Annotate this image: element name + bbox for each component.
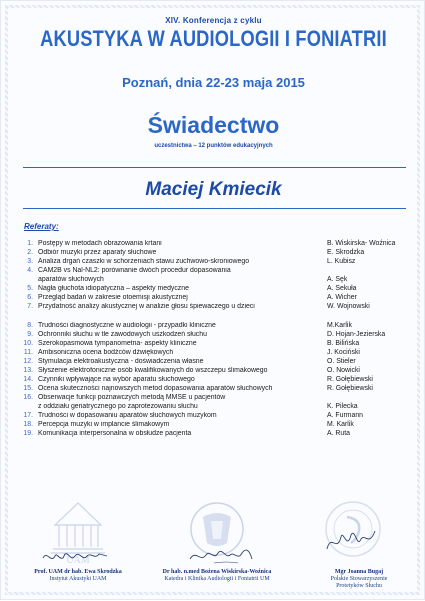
certificate-subtitle: uczestnictwa – 12 punktów edukacyjnych xyxy=(154,143,273,149)
lecture-title: Nagła głuchota idiopatyczna – aspekty medyczne xyxy=(38,285,189,292)
lecture-row xyxy=(17,349,417,358)
lecture-title: Przydatność analizy akustycznej w analizie głosu śpiewaczego u dzieci xyxy=(38,303,255,310)
lecture-number: 3. xyxy=(27,258,33,265)
lecture-row xyxy=(17,412,417,421)
lecture-list xyxy=(17,240,417,439)
lecture-author: B. Bilińska xyxy=(327,340,360,347)
lecture-title: Czynniki wpływające na wybór aparatu słuchowego xyxy=(38,376,195,383)
signatory-2-name: Dr hab. n.med Bożena Wiskirska-Woźnica xyxy=(162,569,272,575)
signatory-2-role: Katedra i Klinika Audiologii i Foniatrii UM xyxy=(164,576,270,582)
lecture-author: A. Furmann xyxy=(327,412,363,419)
lecture-number: 4. xyxy=(27,267,33,274)
lecture-author: A. Sęk xyxy=(327,276,348,283)
lecture-row xyxy=(17,403,417,412)
lecture-title: z oddziału geriatrycznego po zaprotezowaniu słuchu xyxy=(38,403,198,410)
lecture-row xyxy=(17,340,417,349)
lecture-number: 18. xyxy=(23,421,33,428)
lecture-number: 14. xyxy=(23,376,33,383)
lecture-title: Percepcja muzyki w implancie ślimakowym xyxy=(38,421,170,428)
lecture-author: D. Hojan-Jezierska xyxy=(327,331,386,338)
signatory-3 xyxy=(319,569,399,590)
lecture-number: 2. xyxy=(27,249,33,256)
lecture-row xyxy=(17,421,417,430)
signatory-2 xyxy=(137,569,297,583)
lecture-author: M. Karlik xyxy=(327,421,354,428)
lecture-number: 17. xyxy=(23,412,33,419)
lecture-row xyxy=(17,331,417,340)
lecture-number: 5. xyxy=(27,285,33,292)
lecture-row xyxy=(17,385,417,394)
lecture-title: Trudności w dopasowaniu aparatów słuchowych muzykom xyxy=(38,412,217,419)
lecture-number: 19. xyxy=(23,430,33,437)
lecture-author: J. Kociński xyxy=(327,349,360,356)
lecture-title: Komunikacja interpersonalna w obsłudze pacjenta xyxy=(38,430,192,437)
lecture-author: A. Wicher xyxy=(327,294,357,301)
lecture-number: 1. xyxy=(27,240,33,247)
lecture-author: L. Kubisz xyxy=(327,258,356,265)
lecture-title: Szerokopasmowa tympanometria- aspekty kliniczne xyxy=(38,340,197,347)
lecture-number: 6. xyxy=(27,294,33,301)
lecture-author: O. Stieler xyxy=(327,358,356,365)
lecture-title: Stymulacja elektroakustyczna - doświadczenia własne xyxy=(38,358,204,365)
signatory-1-role: Instytut Akustyki UAM xyxy=(49,576,107,582)
divider-top xyxy=(23,167,406,168)
lecture-author: B. Wiskirska- Woźnica xyxy=(327,240,396,247)
lecture-row xyxy=(17,367,417,376)
lecture-author: M.Karlik xyxy=(327,322,352,329)
lecture-title: Ochronniki słuchu w tle zawodowych uszkodzeń słuchu xyxy=(38,331,207,338)
conference-label: XIV. Konferencja z cyklu xyxy=(165,16,262,25)
lecture-row xyxy=(17,322,417,331)
signatory-3-name: Mgr Joanna Bugaj xyxy=(334,569,384,575)
signatory-1 xyxy=(3,569,153,583)
divider-bottom xyxy=(23,208,406,209)
lecture-title: Ambisoniczna ocena bodźców dźwiękowych xyxy=(38,349,174,356)
lecture-author: K. Pilecka xyxy=(327,403,358,410)
signature-skrodzka-icon xyxy=(41,546,111,568)
lecture-number: 7. xyxy=(27,303,33,310)
conference-title: AKUSTYKA W AUDIOLOGII I FONIATRII xyxy=(40,26,387,51)
lecture-title: Obserwacje funkcji poznawczych metodą MMSE u pacjentów xyxy=(38,394,226,401)
lecture-number: 13. xyxy=(23,367,33,374)
lecture-row xyxy=(17,276,417,285)
lecture-row xyxy=(17,249,417,258)
lecture-row xyxy=(17,258,417,267)
lecture-number: 10. xyxy=(23,340,33,347)
lecture-row xyxy=(17,394,417,403)
lecture-row xyxy=(17,430,417,439)
uam-logo-text: UAM xyxy=(66,555,90,566)
lecture-author: O. Nowicki xyxy=(327,367,360,374)
signature-wiskirska-icon xyxy=(186,541,256,567)
lecture-row xyxy=(17,267,417,276)
lecture-title: CAM2B vs Nal-NL2: porównanie dwóch procedur dopasowania xyxy=(38,267,231,274)
lecture-row xyxy=(17,240,417,249)
certificate-title: Świadectwo xyxy=(147,112,280,138)
signatures-area xyxy=(1,481,425,601)
place-date: Poznań, dnia 22-23 maja 2015 xyxy=(122,75,305,90)
lecture-number: 15. xyxy=(23,385,33,392)
lecture-author: A. Ruta xyxy=(327,430,350,437)
lecture-number: 16. xyxy=(23,394,33,401)
lecture-title: Odbiór muzyki przez aparaty słuchowe xyxy=(38,249,157,256)
lecture-title: Przegląd badań w zakresie otoemisji akustycznej xyxy=(38,294,188,301)
signatory-1-name: Prof. UAM dr hab. Ewa Skrodzka xyxy=(34,569,122,575)
lecture-title: Analiza drgań czaszki w schorzeniach stawu żuchwowo-skroniowego xyxy=(38,258,250,265)
lecture-title: aparatów słuchowych xyxy=(38,276,104,283)
lecture-title: Trudności diagnostyczne w audiologii - przypadki kliniczne xyxy=(38,322,216,329)
lecture-title: Postępy w metodach obrazowania krtani xyxy=(38,240,162,247)
lecture-row xyxy=(17,303,417,312)
lecture-row xyxy=(17,376,417,385)
lecture-number: 8. xyxy=(27,322,33,329)
lecture-row xyxy=(17,294,417,303)
lecture-author: A. Sekuła xyxy=(327,285,357,292)
lecture-number: 11. xyxy=(23,349,33,356)
referaty-heading: Referaty: xyxy=(24,222,59,231)
lecture-row xyxy=(17,285,417,294)
lecture-author: W. Wojnowski xyxy=(327,303,370,310)
lecture-row xyxy=(17,358,417,367)
signature-bugaj-icon xyxy=(321,523,381,557)
lecture-author: R. Gołębiewski xyxy=(327,376,373,383)
signatory-3-role: Polskie Stowarzyszenie Protetyków Słuchu xyxy=(330,576,388,589)
lecture-author: R. Gołębiewski xyxy=(327,385,373,392)
lecture-number: 12. xyxy=(23,358,33,365)
lecture-number: 9. xyxy=(27,331,33,338)
participant-name: Maciej Kmiecik xyxy=(145,179,282,200)
lecture-title: Ocena skuteczności najnowszych metod dopasowania aparatów słuchowych xyxy=(38,385,273,392)
lecture-author: E. Skrodzka xyxy=(327,249,365,256)
lecture-title: Słyszenie elektrofoniczne osób kwalifikowanych do wszczepu ślimakowego xyxy=(38,367,268,374)
